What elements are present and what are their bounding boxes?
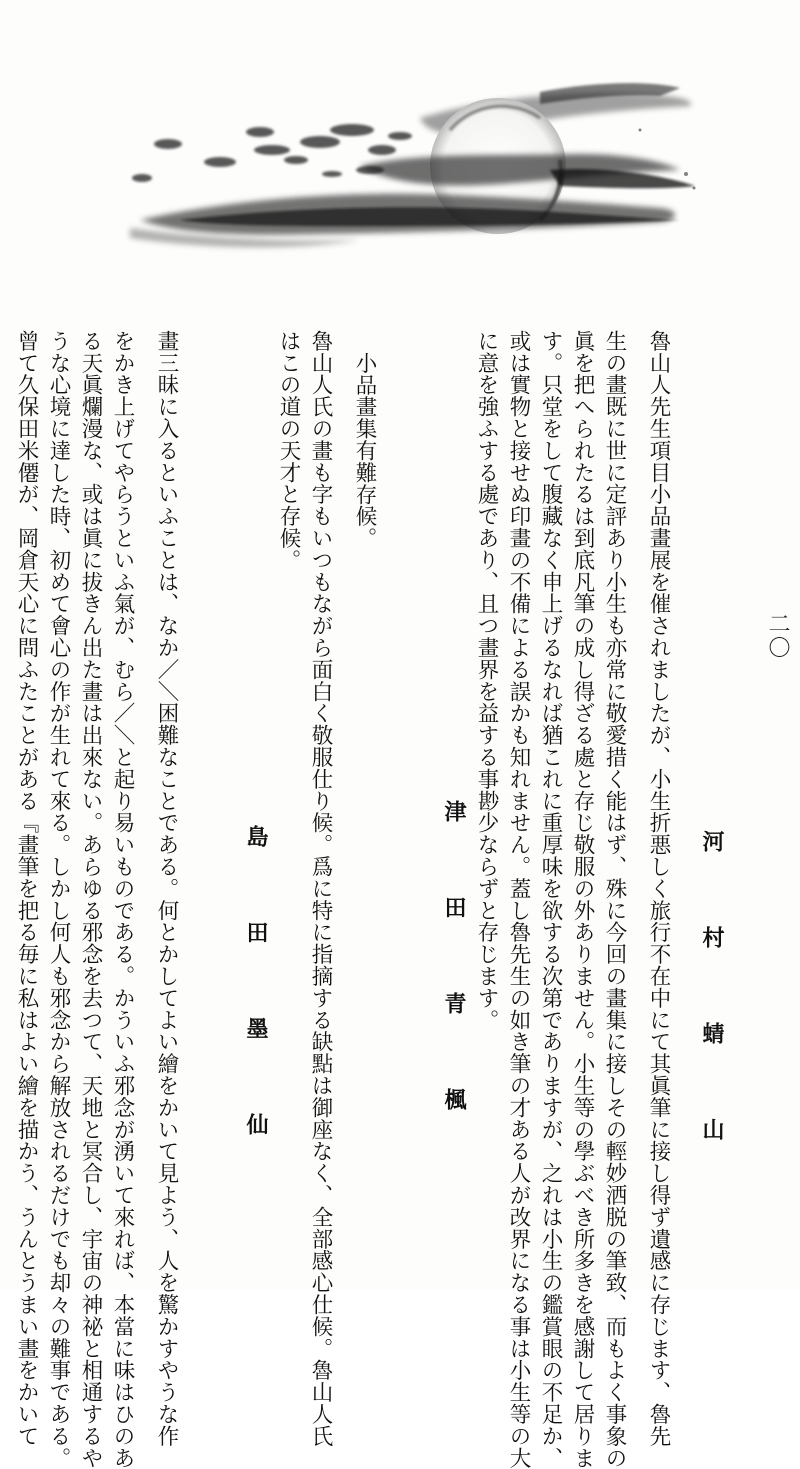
text-line: をかき上げてやらうといふ氣が、むら／＼と起り易いものである。かういふ邪念が湧いて來れば、本當に味はひのあ — [110, 330, 135, 1469]
text-line: 畫三昧に入るといふことは、なか／＼困難なことである。何とかしてよい繪をかいて見よう、人を驚かすやうな作 — [154, 330, 179, 1447]
text-line: る天眞爛漫な、或は眞に拔きん出た畫は出來ない。あらゆる邪念を去つて、天地と冥合し、宇宙の神祕と相通するや — [78, 330, 103, 1469]
moon-and-clouds-ink-painting — [120, 70, 700, 260]
vertical-text-body — [10, 330, 728, 1469]
text-line: 生の畫既に世に定評あり小生も亦常に敬愛措く能はず、殊に今回の畫集に接しその輕妙洒脱の筆致、而もよく事象の — [602, 330, 627, 1469]
text-line: に意を強ふする處であり、且つ畫界を益する事尠少ならずと存じます。 — [474, 330, 499, 1031]
text-line: す。只堂をして腹藏なく申上げるなれば猶これに重厚味を欲する次第でありますが、之れは小生の鑑賞眼の不足か、 — [538, 330, 563, 1469]
text-line: 小品畫集有難存候。 — [352, 352, 377, 550]
text-line: 曾て久保田米僊が、岡倉天心に問ふたことがある『畫筆を把る毎に私はよい繪を描かう、うんとうまい畫をかいて — [14, 330, 39, 1447]
text-line: うな心境に達した時、初めて會心の作が生れて來る。しかし何人も邪念から解放されるだけでも却々の難事である。 — [46, 330, 71, 1469]
author-name: 島 田 墨 仙 — [243, 825, 269, 1161]
text-line: 眞を把へられたるは到底凡筆の成し得ざる處と存じ敬服の外ありません。小生等の學ぶべき所多きを感謝して居りま — [570, 330, 595, 1469]
text-line: 或は實物と接せぬ印畫の不備による誤かも知れません。蓋し魯先生の如き筆の才ある人が改界になる事は小生等の大 — [506, 330, 531, 1469]
text-line: 魯山人氏の畫も字もいつもながら面白く敬服仕り候。爲に特に指摘する缺點は御座なく、全部感心仕候。魯山人氏 — [308, 330, 333, 1447]
author-name: 河 村 蜻 山 — [699, 830, 725, 1166]
author-name: 津 田 青 楓 — [441, 800, 467, 1136]
text-line: 魯山人先生項目小品畫展を催されましたが、小生折悪しく旅行不在中にて其眞筆に接し得ず遺感に存じます、魯先 — [646, 330, 671, 1447]
page-number: 二〇 — [765, 612, 790, 660]
text-line: はこの道の天才と存候。 — [276, 330, 301, 571]
